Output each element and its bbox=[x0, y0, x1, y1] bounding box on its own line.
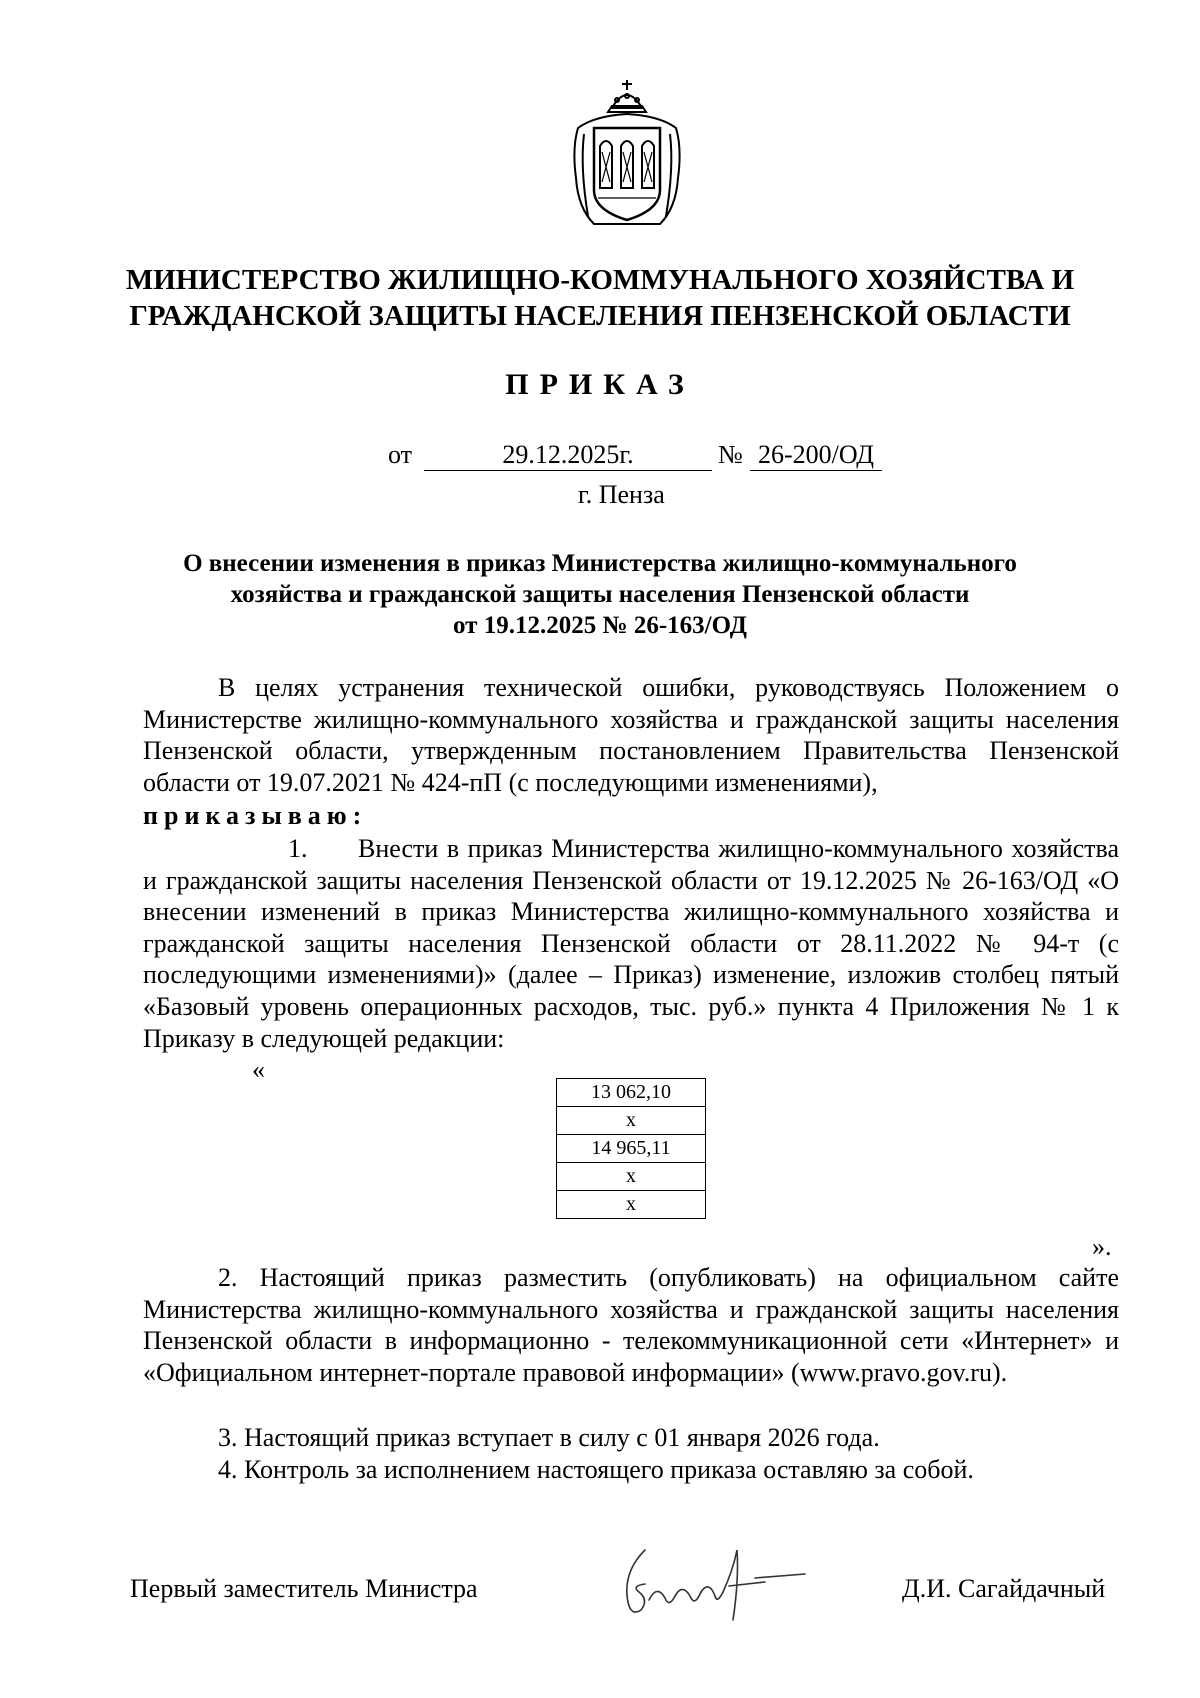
item3-paragraph: 3. Настоящий приказ вступает в силу с 01 января 2026 года. bbox=[218, 1423, 880, 1452]
table-row bbox=[557, 1135, 706, 1163]
ministry-name-line1: МИНИСТЕРСТВО ЖИЛИЩНО-КОММУНАЛЬНОГО ХОЗЯЙСТВА И bbox=[125, 264, 1075, 296]
document-number: 26-200/ОД bbox=[750, 440, 882, 471]
item1-number: 1. bbox=[288, 834, 308, 863]
document-date: 29.12.2025г. bbox=[424, 440, 712, 471]
coat-of-arms-icon bbox=[568, 78, 686, 230]
item2-paragraph: 2. Настоящий приказ разместить (опубликовать) на официальном сайте Министерства жилищно-коммунального хозяйства и гражданской защиты населения Пензенской области в информационно - телекоммуникационной сети «Интернет» и «Официальном интернет-портале правовой информации» (www.pravo.gov.ru). bbox=[143, 1263, 1119, 1387]
subject-line1: О внесении изменения в приказ Министерства жилищно-коммунального bbox=[183, 550, 1017, 577]
table-row bbox=[557, 1191, 706, 1219]
table-cell: 13 062,10 bbox=[557, 1079, 706, 1107]
date-prefix: от bbox=[388, 440, 413, 469]
quote-open-mark: « bbox=[252, 1055, 265, 1084]
item1-text: Внести в приказ Министерства жилищно-коммунального хозяйства и гражданской защиты населения Пензенской области от 19.12.2025 № 26-163/ОД «О внесении изменений в приказ Министерства жилищно-коммунального хозяйства и гражданской защиты населения Пензенской области от 28.11.2022 № 94-т (с последующими изменениями)» (далее – Приказ) изменение, изложив столбец пятый «Базовый уровень операционных расходов, тыс. руб.» пункта 4 Приложения № 1 к Приказу в следующей редакции: bbox=[143, 834, 1119, 1053]
table-row bbox=[557, 1163, 706, 1191]
document-subject bbox=[140, 548, 1060, 641]
subject-line3: от 19.12.2025 № 26-163/ОД bbox=[453, 612, 747, 639]
values-table bbox=[556, 1078, 706, 1219]
document-type-title: ПРИКАЗ bbox=[505, 368, 695, 401]
table-cell: x bbox=[557, 1191, 706, 1219]
item1-paragraph bbox=[143, 833, 1119, 1054]
order-word: приказываю: bbox=[143, 801, 368, 830]
ministry-name-line2: ГРАЖДАНСКОЙ ЗАЩИТЫ НАСЕЛЕНИЯ ПЕНЗЕНСКОЙ ОБЛАСТИ bbox=[129, 300, 1071, 332]
subject-line2: хозяйства и гражданской защиты населения Пензенской области bbox=[230, 581, 970, 608]
number-sign: № bbox=[718, 440, 743, 469]
city-name: г. Пенза bbox=[578, 480, 665, 509]
handwritten-signature bbox=[605, 1540, 835, 1630]
item4-paragraph: 4. Контроль за исполнением настоящего приказа оставляю за собой. bbox=[218, 1455, 974, 1484]
table-cell: 14 965,11 bbox=[557, 1135, 706, 1163]
table-cell: x bbox=[557, 1163, 706, 1191]
table-row bbox=[557, 1107, 706, 1135]
signer-name: Д.И. Сагайдачный bbox=[902, 1574, 1106, 1603]
table-row bbox=[557, 1079, 706, 1107]
quote-close-mark: ». bbox=[1092, 1232, 1112, 1261]
preamble-paragraph: В целях устранения технической ошибки, руководствуясь Положением о Министерстве жилищно-коммунального хозяйства и гражданской защиты населения Пензенской области, утвержденным постановлением Правительства Пензенской области от 19.07.2021 № 424-пП (с последующими изменениями), bbox=[143, 673, 1119, 797]
table-cell: x bbox=[557, 1107, 706, 1135]
signer-title: Первый заместитель Министра bbox=[130, 1574, 478, 1603]
